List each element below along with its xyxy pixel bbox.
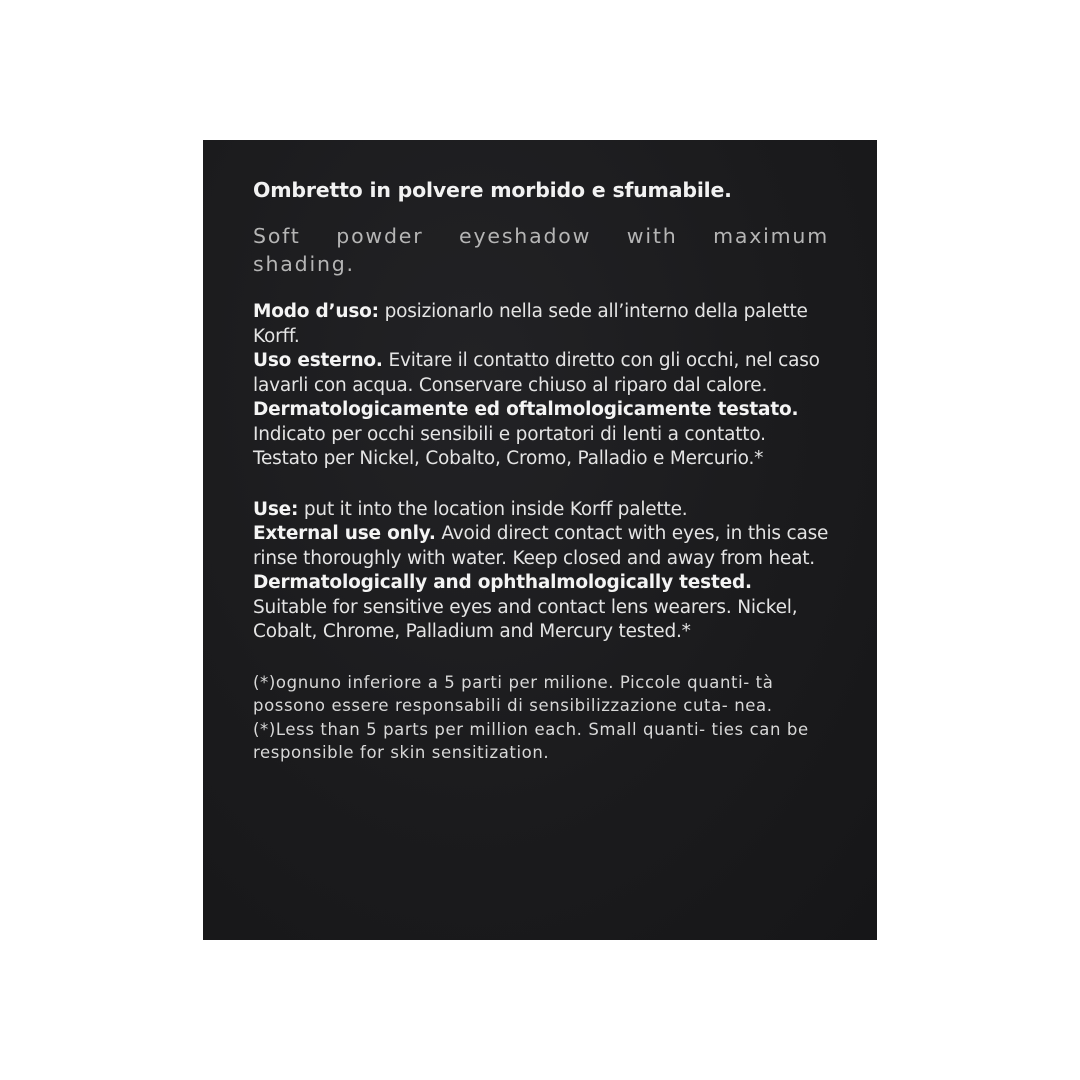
english-external-label: External use only. <box>253 523 436 544</box>
english-tested-paragraph <box>253 571 829 645</box>
italian-external-text: Evitare il contatto diretto con gli occhi, nel caso lavarli con acqua. Conservare chiuso al riparo dal calore. <box>253 350 820 396</box>
product-box-panel <box>203 140 877 940</box>
italian-tested-label: Dermatologicamente ed oftalmologicamente testato. <box>253 399 799 420</box>
english-use-label: Use: <box>253 498 299 520</box>
english-use-paragraph <box>253 498 829 523</box>
italian-instructions <box>253 300 829 472</box>
section-spacer <box>253 472 829 498</box>
product-subtitle-english: Soft powder eyeshadow with maximum shading. <box>253 224 829 276</box>
english-tested-label: Dermatologically and ophthalmologically tested. <box>253 572 752 593</box>
english-external-text: Avoid direct contact with eyes, in this case rinse thoroughly with water. Keep closed and away from heat. <box>253 523 829 569</box>
italian-tested-paragraph <box>253 398 829 472</box>
italian-external-paragraph <box>253 349 829 398</box>
italian-use-label: Modo d’uso: <box>253 301 379 322</box>
italian-use-paragraph <box>253 300 829 349</box>
italian-use-text: posizionarlo nella sede all’interno della palette Korff. <box>253 301 808 347</box>
english-external-paragraph <box>253 522 829 571</box>
english-use-text: put it into the location inside Korff palette. <box>303 498 688 520</box>
english-tested-text: Suitable for sensitive eyes and contact lens wearers. Nickel, Cobalt, Chrome, Palladium and Mercury tested.* <box>253 596 798 642</box>
product-title-italian: Ombretto in polvere morbido e sfumabile. <box>253 178 732 202</box>
footnote: (*)ognuno inferiore a 5 parti per milione. Piccole quanti- tà possono essere responsabili di sensibilizzazione cuta- nea. (*)Less than 5 parts per million each. Small quanti- ties can be responsible for skin sensitization. <box>253 672 809 762</box>
italian-tested-text: Indicato per occhi sensibili e portatori di lenti a contatto. Testato per Nickel, Cobalto, Cromo, Palladio e Mercurio.* <box>253 423 766 469</box>
english-instructions <box>253 498 829 645</box>
italian-external-label: Uso esterno. <box>253 350 383 371</box>
